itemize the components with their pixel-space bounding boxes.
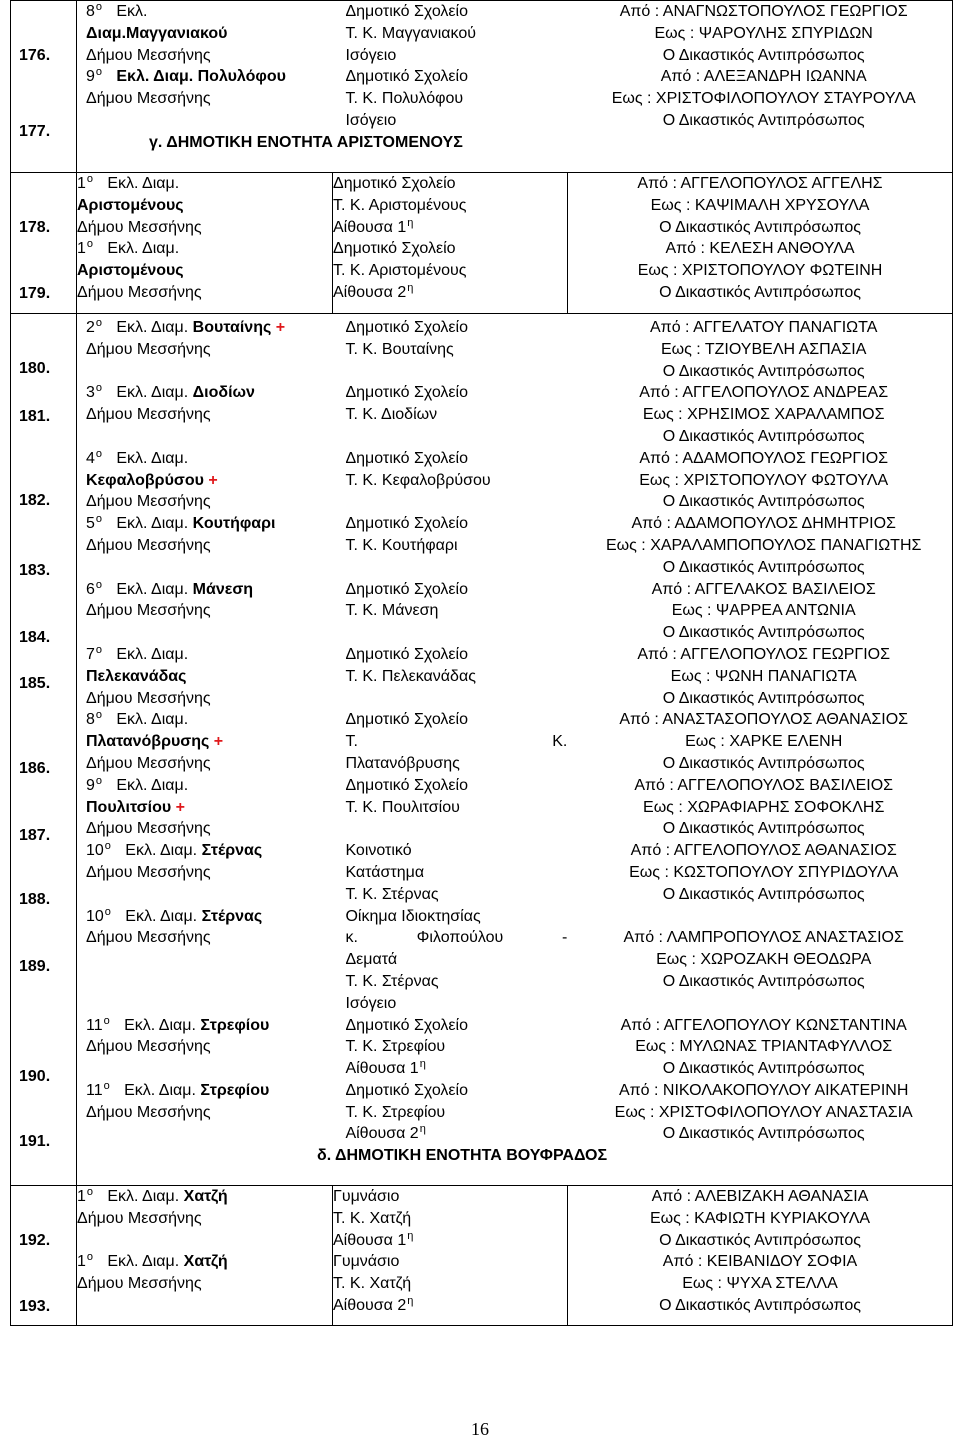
document-page	[10, 0, 952, 1326]
row-number: 178.	[19, 219, 51, 236]
section-cell: $2^o$ Εκλ. Διαμ. Βουταίνης + Δήμου Μεσσήνης $3^o$ Εκλ. Διαμ. Διοδίων Δήμου Μεσσήνης $4^o$ Εκλ. Διαμ. Κεφαλοβρύσου + Δήμου Μεσσήνης $5^o$ Εκλ. Διαμ. Κουτήφαρι Δήμου Μεσσήνης $6^o$ Εκλ. Διαμ. Μάνεση Δήμου Μεσσήνης $7^o$ Εκλ. Διαμ. Πελεκανάδας Δήμου Μεσσήνης $8^o$ Εκλ. Διαμ. Πλατανόβρυσης + Δήμου Μεσσήνης $9^o$ Εκλ. Διαμ. Πουλιτσίου + Δήμου Μεσσήνης $10^o$ Εκλ. Διαμ. Στέρνας Δήμου Μεσσήνης $10^o$ Εκλ. Διαμ. Στέρνας Δήμου Μεσσήνης $11^o$ Εκλ. Διαμ. Στρεφίου Δήμου Μεσσήνης $11^o$ Εκλ. Διαμ. Στρεφίου Δήμου Μεσσήνης	[86, 317, 286, 1121]
representative-cell: Από : ΑΝΑΓΝΩΣΤΟΠΟΥΛΟΣ ΓΕΩΡΓΙΟΣ Εως : ΨΑΡΟΥΛΗΣ ΣΠΥΡΙΔΩΝ Ο Δικαστικός Αντιπρόσωπος Από : ΑΛΕΞΑΝΔΡΗ ΙΩΑΝΝΑ Εως : ΧΡΙΣΤΟΦΙΛΟΠΟΥΛΟΥ ΣΤΑΥΡΟΥΛΑ Ο Δικαστικός Αντιπρόσωπος	[611, 3, 916, 129]
row-number: 187.	[19, 827, 51, 844]
row-number: 186.	[19, 760, 51, 777]
location-cell: Γυμνάσιο Τ. Κ. Χατζή Αίθουσα $1^\eta$ Γυμνάσιο Τ. Κ. Χατζή Αίθουσα $2^\eta$	[333, 1186, 568, 1326]
table-row	[11, 1, 953, 173]
row-number: 190.	[19, 1068, 51, 1085]
section-heading: γ. ΔΗΜΟΤΙΚΗ ΕΝΟΤΗΤΑ ΑΡΙΣΤΟΜΕΝΟΥΣ	[149, 133, 463, 151]
representative-cell: Από : ΑΛΕΒΙΖΑΚΗ ΑΘΑΝΑΣΙΑ Εως : ΚΑΦΙΩΤΗ ΚΥΡΙΑΚΟΥΛΑ Ο Δικαστικός Αντιπρόσωπος Από : ΚΕΙΒΑΝΙΔΟΥ ΣΟΦΙΑ Εως : ΨΥΧΑ ΣΤΕΛΛΑ Ο Δικαστικός Αντιπρόσωπος	[568, 1186, 953, 1326]
row-number: 189.	[19, 958, 51, 975]
section-heading: δ. ΔΗΜΟΤΙΚΗ ΕΝΟΤΗΤΑ ΒΟΥΦΡΑΔΟΣ	[317, 1147, 608, 1165]
section-cell: $1^o$ Εκλ. Διαμ. Χατζή Δήμου Μεσσήνης $1^o$ Εκλ. Διαμ. Χατζή Δήμου Μεσσήνης	[77, 1186, 333, 1326]
section-cell: $1^o$ Εκλ. Διαμ. Αριστομένους Δήμου Μεσσήνης $1^o$ Εκλ. Διαμ. Αριστομένους Δήμου Μεσσήνης	[77, 173, 333, 314]
location-cell: Δημοτικό Σχολείο Τ. Κ. Αριστομένους Αίθουσα $1^\eta$ Δημοτικό Σχολείο Τ. Κ. Αριστομένους Αίθουσα $2^\eta$	[333, 173, 568, 314]
location-cell: Δημοτικό Σχολείο Τ. Κ. Βουταίνης Δημοτικό Σχολείο Τ. Κ. Διοδίων Δημοτικό Σχολείο Τ. Κ. Κεφαλοβρύσου Δημοτικό Σχολείο Τ. Κ. Κουτήφαρι Δημοτικό Σχολείο Τ. Κ. Μάνεση Δημοτικό Σχολείο Τ. Κ. Πελεκανάδας Δημοτικό Σχολείο Τ. Κ. Πλατανόβρυσης Δημοτικό Σχολείο Τ. Κ. Πουλιτσίου Κοινοτικό Κατάστημα Τ. Κ. Στέρνας Οίκημα Ιδιοκτησίας κ. Φιλοπούλου - Δεματά Τ. Κ. Στέρνας Ισόγειο Δημοτικό Σχολείο Τ. Κ. Στρεφίου Αίθουσα $1^\eta$ Δημοτικό Σχολείο Τ. Κ. Στρεφίου Αίθουσα $2^\eta$	[345, 319, 568, 1143]
representatives-table	[10, 0, 953, 1326]
row-number: 191.	[19, 1133, 51, 1150]
table-row	[11, 1186, 953, 1326]
row-number: 179.	[19, 285, 51, 302]
row-number: 183.	[19, 562, 51, 579]
table-row	[11, 314, 953, 1186]
representative-cell: Από : ΑΓΓΕΛΟΠΟΥΛΟΣ ΑΓΓΕΛΗΣ Εως : ΚΑΨΙΜΑΛΗ ΧΡΥΣΟΥΛΑ Ο Δικαστικός Αντιπρόσωπος Από : ΚΕΛΕΣΗ ΑΝΘΟΥΛΑ Εως : ΧΡΙΣΤΟΠΟΥΛΟΥ ΦΩΤΕΙΝΗ Ο Δικαστικός Αντιπρόσωπος	[568, 173, 953, 314]
location-cell: Δημοτικό Σχολείο Τ. Κ. Μαγγανιακού Ισόγειο Δημοτικό Σχολείο Τ. Κ. Πολυλόφου Ισόγειο	[345, 3, 477, 129]
table-row	[11, 173, 953, 314]
row-number: 193.	[19, 1298, 51, 1315]
row-number: 182.	[19, 492, 51, 509]
row-number: 180.	[19, 360, 51, 377]
section-cell: $8^o$ Εκλ. Διαμ.Μαγγανιακού Δήμου Μεσσήνης $9^o$ Εκλ. Διαμ. Πολυλόφου Δήμου Μεσσήνης	[86, 1, 286, 108]
row-number: 185.	[19, 675, 51, 692]
row-numbers-cell	[11, 1, 77, 173]
row-number: 184.	[19, 629, 51, 646]
row-number: 188.	[19, 891, 51, 908]
row-number: 176.	[19, 47, 51, 64]
row-number: 192.	[19, 1232, 51, 1249]
representative-cell: Από : ΑΓΓΕΛΑΤΟΥ ΠΑΝΑΓΙΩΤΑ Εως : ΤΖΙΟΥΒΕΛΗ ΑΣΠΑΣΙΑ Ο Δικαστικός Αντιπρόσωπος Από : ΑΓΓΕΛΟΠΟΥΛΟΣ ΑΝΔΡΕΑΣ Εως : ΧΡΗΣΙΜΟΣ ΧΑΡΑΛΑΜΠΟΣ Ο Δικαστικός Αντιπρόσωπος Από : ΑΔΑΜΟΠΟΥΛΟΣ ΓΕΩΡΓΙΟΣ Εως : ΧΡΙΣΤΟΠΟΥΛΟΥ ΦΩΤΟΥΛΑ Ο Δικαστικός Αντιπρόσωπος Από : ΑΔΑΜΟΠΟΥΛΟΣ ΔΗΜΗΤΡΙΟΣ Εως : ΧΑΡΑΛΑΜΠΟΠΟΥΛΟΣ ΠΑΝΑΓΙΩΤΗΣ Ο Δικαστικός Αντιπρόσωπος Από : ΑΓΓΕΛΑΚΟΣ ΒΑΣΙΛΕΙΟΣ Εως : ΨΑΡΡΕΑ ΑΝΤΩΝΙΑ Ο Δικαστικός Αντιπρόσωπος Από : ΑΓΓΕΛΟΠΟΥΛΟΣ ΓΕΩΡΓΙΟΣ Εως : ΨΩΝΗ ΠΑΝΑΓΙΩΤΑ Ο Δικαστικός Αντιπρόσωπος Από : ΑΝΑΣΤΑΣΟΠΟΥΛΟΣ ΑΘΑΝΑΣΙΟΣ Εως : ΧΑΡΚΕ ΕΛΕΝΗ Ο Δικαστικός Αντιπρόσωπος Από : ΑΓΓΕΛΟΠΟΥΛΟΣ ΒΑΣΙΛΕΙΟΣ Εως : ΧΩΡΑΦΙΑΡΗΣ ΣΟΦΟΚΛΗΣ Ο Δικαστικός Αντιπρόσωπος Από : ΑΓΓΕΛΟΠΟΥΛΟΣ ΑΘΑΝΑΣΙΟΣ Εως : ΚΩΣΤΟΠΟΥΛΟΥ ΣΠΥΡΙΔΟΥΛΑ Ο Δικαστικός Αντιπρόσωπος Από : ΛΑΜΠΡΟΠΟΥΛΟΣ ΑΝΑΣΤΑΣΙΟΣ Εως : ΧΩΡΟΖΑΚΗ ΘΕΟΔΩΡΑ Ο Δικαστικός Αντιπρόσωπος Από : ΑΓΓΕΛΟΠΟΥΛΟΥ ΚΩΝΣΤΑΝΤΙΝΑ Εως : ΜΥΛΩΝΑΣ ΤΡΙΑΝΤΑΦΥΛΛΟΣ Ο Δικαστικός Αντιπρόσωπος Από : ΝΙΚΟΛΑΚΟΠΟΥΛΟΥ ΑΙΚΑΤΕΡΙΝΗ Εως : ΧΡΙΣΤΟΦΙΛΟΠΟΥΛΟΥ ΑΝΑΣΤΑΣΙΑ Ο Δικαστικός Αντιπρόσωπος	[605, 319, 922, 1143]
row-number: 177.	[19, 123, 51, 140]
page-number: 16	[471, 1419, 489, 1439]
row-number: 181.	[19, 408, 51, 425]
